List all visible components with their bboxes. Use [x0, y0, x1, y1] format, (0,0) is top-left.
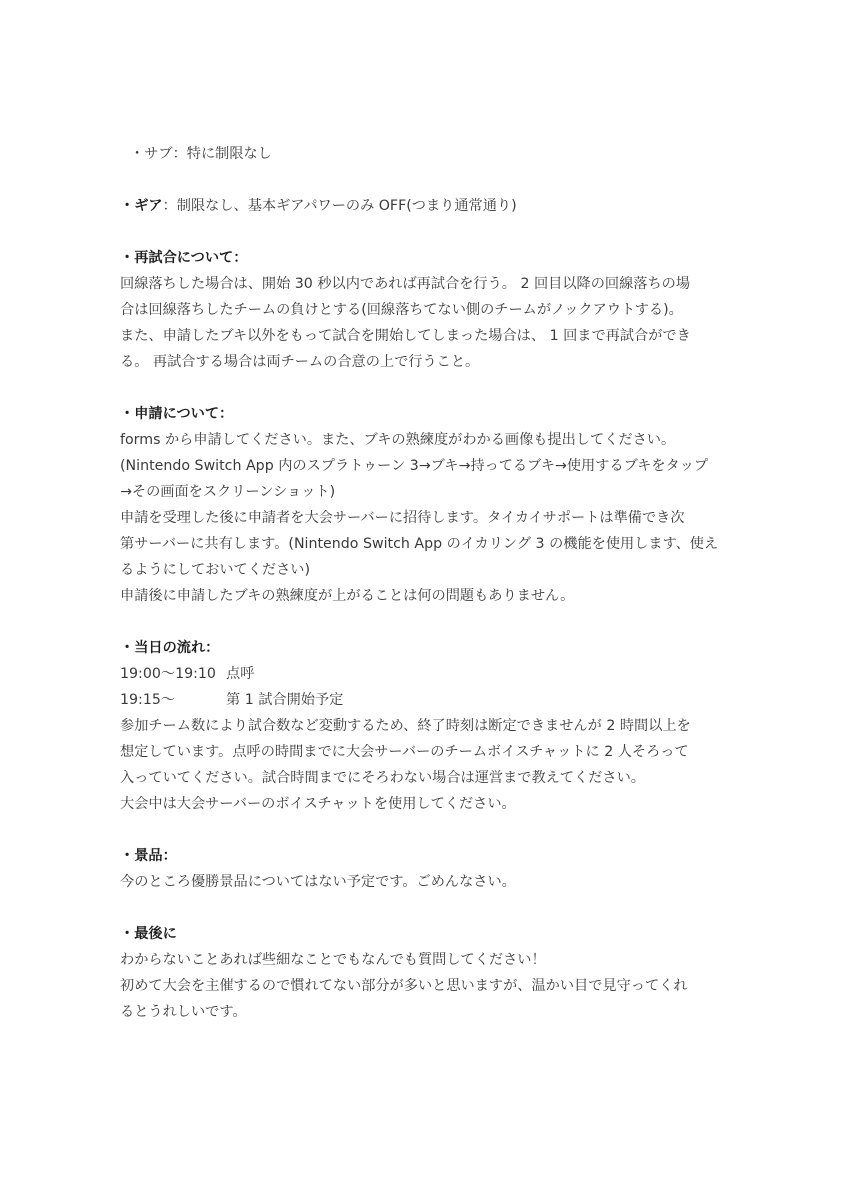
rematch-line: 回線落ちした場合は、開始 30 秒以内であれば再試合を行う。 2 回目以降の回線落ちの場 — [120, 276, 691, 292]
spacer — [120, 219, 730, 245]
schedule-heading: ・当日の流れ： — [120, 640, 220, 656]
closing-line: るとうれしいです。 — [120, 1004, 247, 1020]
rematch-line: る。 再試合する場合は両チームの合意の上で行うこと。 — [120, 354, 480, 370]
application-section — [120, 401, 730, 609]
prize-section — [120, 843, 730, 895]
closing-line: わからないことあれば些細なことでもなんでも質問してください！ — [120, 952, 546, 968]
sub-rule-key: ・サブ — [130, 146, 173, 162]
spacer — [120, 817, 730, 843]
schedule-label: 点呼 — [226, 666, 255, 682]
application-heading: ・申請について： — [120, 406, 234, 422]
schedule-section — [120, 635, 730, 817]
spacer — [120, 167, 730, 193]
spacer — [120, 895, 730, 921]
rematch-section — [120, 245, 730, 375]
application-line: forms から申請してください。また、ブキの熟練度がわかる画像も提出してください。 — [120, 432, 676, 448]
schedule-item — [120, 661, 730, 687]
prize-heading: ・景品： — [120, 848, 177, 864]
gear-rule-value: ：制限なし、基本ギアパワーのみ OFF(つまり通常通り) — [162, 198, 517, 214]
rematch-heading: ・再試合について： — [120, 250, 248, 266]
gear-rule — [120, 193, 730, 219]
closing-line: 初めて大会を主催するので慣れてない部分が多いと思いますが、温かい目で見守ってくれ — [120, 978, 688, 994]
closing-heading: ・最後に — [120, 926, 177, 942]
application-line: 申請を受理した後に申請者を大会サーバーに招待します。タイカイサポートは準備でき次 — [120, 510, 685, 526]
application-line: →その画面をスクリーンショット) — [120, 484, 336, 500]
gear-rule-key: ・ギア — [120, 198, 163, 214]
schedule-line: 参加チーム数により試合数など変動するため、終了時刻は断定できませんが 2 時間以上を — [120, 718, 691, 734]
rematch-line: 合は回線落ちしたチームの負けとする(回線落ちてない側のチームがノックアウトする)。 — [120, 302, 683, 318]
spacer — [120, 375, 730, 401]
application-line: 第サーバーに共有します。(Nintendo Switch App のイカリング 3 の機能を使用します、使え — [120, 536, 719, 552]
sub-rule-value: ：特に制限なし — [172, 146, 272, 162]
closing-section — [120, 921, 730, 1025]
application-line: 申請後に申請したブキの熟練度が上がることは何の問題もありません。 — [120, 588, 575, 604]
schedule-item — [120, 687, 730, 713]
schedule-line: 想定しています。点呼の時間までに大会サーバーのチームボイスチャットに 2 人そろって — [120, 744, 689, 760]
schedule-time: 19:00〜19:10 — [120, 666, 216, 682]
prize-line: 今のところ優勝景品についてはない予定です。ごめんなさい。 — [120, 874, 516, 890]
schedule-line: 大会中は大会サーバーのボイスチャットを使用してください。 — [120, 796, 516, 812]
document-body — [120, 141, 730, 1025]
sub-rule — [120, 141, 730, 167]
application-line: るようにしておいてください) — [120, 562, 310, 578]
schedule-time: 19:15〜 — [120, 692, 176, 708]
rematch-line: また、申請したブキ以外をもって試合を開始してしまった場合は、 1 回まで再試合ができ — [120, 328, 691, 344]
spacer — [120, 609, 730, 635]
schedule-label: 第 1 試合開始予定 — [226, 692, 344, 708]
schedule-line: 入っていてください。試合時間までにそろわない場合は運営まで教えてください。 — [120, 770, 645, 786]
application-line: (Nintendo Switch App 内のスプラトゥーン 3→ブキ→持ってるブキ→使用するブキをタップ — [120, 458, 709, 474]
